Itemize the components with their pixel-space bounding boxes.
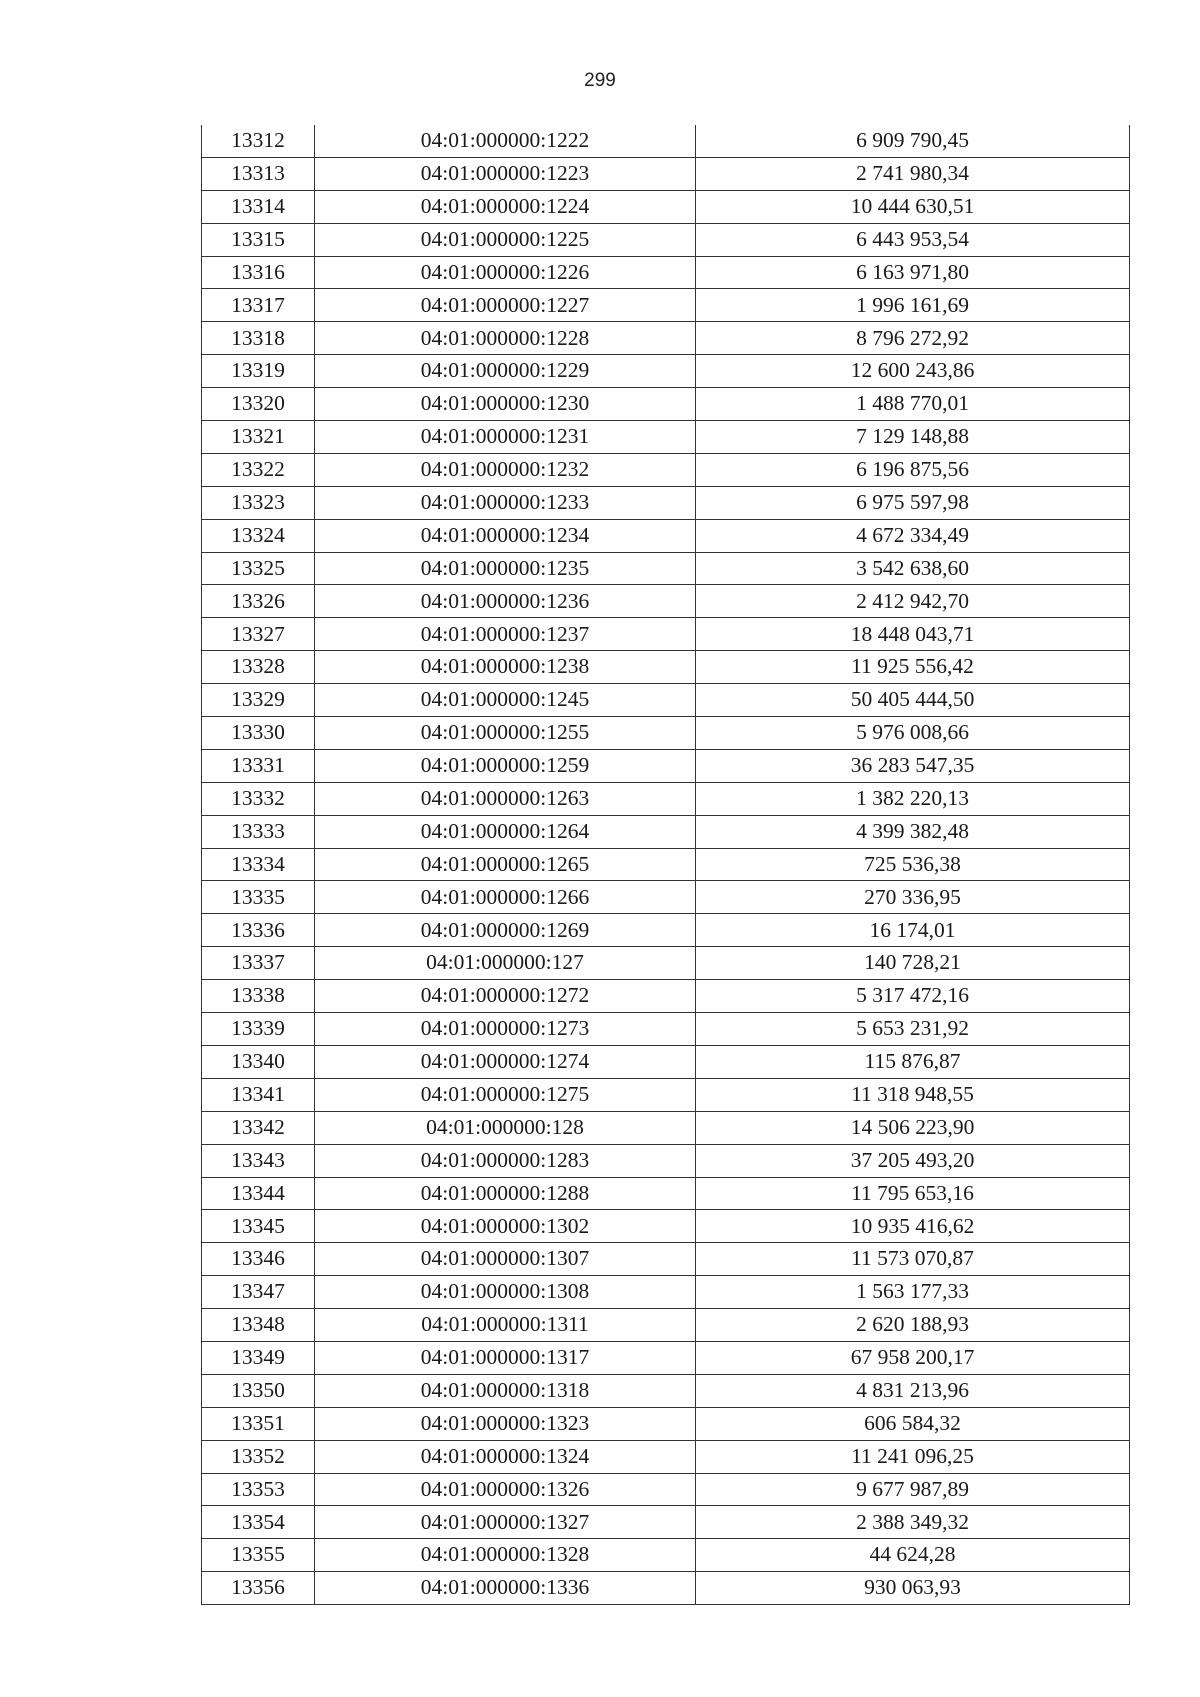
cadastral-number-cell: 04:01:000000:1275 <box>315 1078 696 1111</box>
cadastral-value-cell: 270 336,95 <box>696 881 1130 914</box>
row-number-cell: 13345 <box>202 1210 315 1243</box>
row-number-cell: 13355 <box>202 1539 315 1572</box>
row-number-cell: 13344 <box>202 1177 315 1210</box>
cadastral-value-cell: 6 163 971,80 <box>696 256 1130 289</box>
row-number-cell: 13339 <box>202 1013 315 1046</box>
table-row <box>202 1111 1130 1144</box>
table-row <box>202 881 1130 914</box>
row-number-cell: 13351 <box>202 1407 315 1440</box>
cadastral-value-cell: 10 444 630,51 <box>696 190 1130 223</box>
cadastral-value-cell: 11 573 070,87 <box>696 1243 1130 1276</box>
cadastral-value-cell: 12 600 243,86 <box>696 355 1130 388</box>
row-number-cell: 13323 <box>202 486 315 519</box>
row-number-cell: 13331 <box>202 749 315 782</box>
cadastral-number-cell: 04:01:000000:128 <box>315 1111 696 1144</box>
cadastral-value-cell: 606 584,32 <box>696 1407 1130 1440</box>
cadastral-number-cell: 04:01:000000:1237 <box>315 618 696 651</box>
cadastral-number-cell: 04:01:000000:1227 <box>315 289 696 322</box>
cadastral-value-cell: 6 975 597,98 <box>696 486 1130 519</box>
cadastral-number-cell: 04:01:000000:1223 <box>315 157 696 190</box>
cadastral-number-cell: 04:01:000000:1273 <box>315 1013 696 1046</box>
table-row <box>202 651 1130 684</box>
row-number-cell: 13314 <box>202 190 315 223</box>
cadastral-value-cell: 11 925 556,42 <box>696 651 1130 684</box>
cadastral-number-cell: 04:01:000000:1336 <box>315 1572 696 1605</box>
cadastral-number-cell: 04:01:000000:1222 <box>315 125 696 157</box>
cadastral-number-cell: 04:01:000000:1317 <box>315 1341 696 1374</box>
row-number-cell: 13319 <box>202 355 315 388</box>
cadastral-number-cell: 04:01:000000:1234 <box>315 519 696 552</box>
cadastral-number-cell: 04:01:000000:1327 <box>315 1506 696 1539</box>
table-row <box>202 190 1130 223</box>
row-number-cell: 13347 <box>202 1276 315 1309</box>
row-number-cell: 13332 <box>202 782 315 815</box>
row-number-cell: 13328 <box>202 651 315 684</box>
table-row <box>202 815 1130 848</box>
row-number-cell: 13326 <box>202 585 315 618</box>
cadastral-value-cell: 1 563 177,33 <box>696 1276 1130 1309</box>
table-row <box>202 125 1130 157</box>
row-number-cell: 13352 <box>202 1440 315 1473</box>
row-number-cell: 13316 <box>202 256 315 289</box>
cadastral-value-cell: 1 488 770,01 <box>696 388 1130 421</box>
cadastral-value-cell: 9 677 987,89 <box>696 1473 1130 1506</box>
cadastral-number-cell: 04:01:000000:1263 <box>315 782 696 815</box>
table-row <box>202 322 1130 355</box>
cadastral-number-cell: 04:01:000000:1226 <box>315 256 696 289</box>
cadastral-value-cell: 4 831 213,96 <box>696 1374 1130 1407</box>
table-row <box>202 157 1130 190</box>
table-row <box>202 749 1130 782</box>
table-row <box>202 486 1130 519</box>
table-row <box>202 1539 1130 1572</box>
table-row <box>202 1243 1130 1276</box>
cadastral-value-cell: 11 241 096,25 <box>696 1440 1130 1473</box>
table-row <box>202 947 1130 980</box>
cadastral-number-cell: 04:01:000000:1311 <box>315 1309 696 1342</box>
row-number-cell: 13337 <box>202 947 315 980</box>
table-row <box>202 717 1130 750</box>
table-row <box>202 1045 1130 1078</box>
cadastral-value-cell: 5 976 008,66 <box>696 717 1130 750</box>
row-number-cell: 13315 <box>202 223 315 256</box>
table-row <box>202 355 1130 388</box>
cadastral-number-cell: 04:01:000000:1283 <box>315 1144 696 1177</box>
row-number-cell: 13321 <box>202 421 315 454</box>
cadastral-number-cell: 04:01:000000:1323 <box>315 1407 696 1440</box>
cadastral-number-cell: 04:01:000000:1264 <box>315 815 696 848</box>
cadastral-number-cell: 04:01:000000:1288 <box>315 1177 696 1210</box>
table-row <box>202 1013 1130 1046</box>
cadastral-number-cell: 04:01:000000:1326 <box>315 1473 696 1506</box>
row-number-cell: 13353 <box>202 1473 315 1506</box>
row-number-cell: 13324 <box>202 519 315 552</box>
table-row <box>202 1374 1130 1407</box>
cadastral-number-cell: 04:01:000000:1236 <box>315 585 696 618</box>
table-row <box>202 1572 1130 1605</box>
cadastral-number-cell: 04:01:000000:1274 <box>315 1045 696 1078</box>
cadastral-number-cell: 04:01:000000:1235 <box>315 552 696 585</box>
cadastral-value-cell: 37 205 493,20 <box>696 1144 1130 1177</box>
row-number-cell: 13325 <box>202 552 315 585</box>
table-row <box>202 980 1130 1013</box>
row-number-cell: 13343 <box>202 1144 315 1177</box>
row-number-cell: 13312 <box>202 125 315 157</box>
table-row <box>202 1407 1130 1440</box>
table-row <box>202 1177 1130 1210</box>
table-row <box>202 782 1130 815</box>
row-number-cell: 13336 <box>202 914 315 947</box>
cadastral-value-cell: 140 728,21 <box>696 947 1130 980</box>
cadastral-value-cell: 67 958 200,17 <box>696 1341 1130 1374</box>
cadastral-value-cell: 18 448 043,71 <box>696 618 1130 651</box>
cadastral-value-cell: 14 506 223,90 <box>696 1111 1130 1144</box>
cadastral-number-cell: 04:01:000000:1265 <box>315 848 696 881</box>
row-number-cell: 13338 <box>202 980 315 1013</box>
cadastral-value-cell: 4 399 382,48 <box>696 815 1130 848</box>
cadastral-value-cell: 2 388 349,32 <box>696 1506 1130 1539</box>
cadastral-number-cell: 04:01:000000:1269 <box>315 914 696 947</box>
cadastral-value-cell: 5 653 231,92 <box>696 1013 1130 1046</box>
cadastral-value-cell: 1 382 220,13 <box>696 782 1130 815</box>
cadastral-number-cell: 04:01:000000:127 <box>315 947 696 980</box>
table-row <box>202 289 1130 322</box>
row-number-cell: 13320 <box>202 388 315 421</box>
row-number-cell: 13317 <box>202 289 315 322</box>
row-number-cell: 13330 <box>202 717 315 750</box>
cadastral-value-cell: 6 909 790,45 <box>696 125 1130 157</box>
cadastral-number-cell: 04:01:000000:1308 <box>315 1276 696 1309</box>
table-row <box>202 1473 1130 1506</box>
cadastral-value-cell: 11 795 653,16 <box>696 1177 1130 1210</box>
row-number-cell: 13348 <box>202 1309 315 1342</box>
cadastral-value-cell: 3 542 638,60 <box>696 552 1130 585</box>
cadastral-value-table-container <box>201 125 1129 1605</box>
cadastral-number-cell: 04:01:000000:1259 <box>315 749 696 782</box>
cadastral-number-cell: 04:01:000000:1302 <box>315 1210 696 1243</box>
row-number-cell: 13334 <box>202 848 315 881</box>
row-number-cell: 13346 <box>202 1243 315 1276</box>
cadastral-number-cell: 04:01:000000:1232 <box>315 453 696 486</box>
cadastral-number-cell: 04:01:000000:1245 <box>315 684 696 717</box>
table-row <box>202 552 1130 585</box>
cadastral-value-cell: 11 318 948,55 <box>696 1078 1130 1111</box>
cadastral-number-cell: 04:01:000000:1324 <box>315 1440 696 1473</box>
cadastral-number-cell: 04:01:000000:1233 <box>315 486 696 519</box>
cadastral-value-cell: 2 620 188,93 <box>696 1309 1130 1342</box>
cadastral-value-cell: 50 405 444,50 <box>696 684 1130 717</box>
cadastral-value-cell: 8 796 272,92 <box>696 322 1130 355</box>
table-row <box>202 519 1130 552</box>
cadastral-number-cell: 04:01:000000:1328 <box>315 1539 696 1572</box>
table-row <box>202 1210 1130 1243</box>
cadastral-number-cell: 04:01:000000:1231 <box>315 421 696 454</box>
cadastral-number-cell: 04:01:000000:1225 <box>315 223 696 256</box>
row-number-cell: 13341 <box>202 1078 315 1111</box>
cadastral-number-cell: 04:01:000000:1230 <box>315 388 696 421</box>
row-number-cell: 13329 <box>202 684 315 717</box>
cadastral-number-cell: 04:01:000000:1224 <box>315 190 696 223</box>
cadastral-value-table <box>201 125 1130 1605</box>
table-row <box>202 848 1130 881</box>
cadastral-value-cell: 930 063,93 <box>696 1572 1130 1605</box>
cadastral-value-cell: 115 876,87 <box>696 1045 1130 1078</box>
row-number-cell: 13342 <box>202 1111 315 1144</box>
cadastral-value-cell: 5 317 472,16 <box>696 980 1130 1013</box>
page-number: 299 <box>584 70 616 91</box>
row-number-cell: 13335 <box>202 881 315 914</box>
table-row <box>202 223 1130 256</box>
row-number-cell: 13350 <box>202 1374 315 1407</box>
row-number-cell: 13322 <box>202 453 315 486</box>
cadastral-value-cell: 7 129 148,88 <box>696 421 1130 454</box>
row-number-cell: 13333 <box>202 815 315 848</box>
table-row <box>202 1276 1130 1309</box>
table-row <box>202 1078 1130 1111</box>
row-number-cell: 13313 <box>202 157 315 190</box>
cadastral-number-cell: 04:01:000000:1255 <box>315 717 696 750</box>
cadastral-number-cell: 04:01:000000:1272 <box>315 980 696 1013</box>
table-body <box>202 125 1130 1605</box>
cadastral-value-cell: 10 935 416,62 <box>696 1210 1130 1243</box>
cadastral-value-cell: 6 196 875,56 <box>696 453 1130 486</box>
row-number-cell: 13340 <box>202 1045 315 1078</box>
table-row <box>202 256 1130 289</box>
cadastral-value-cell: 725 536,38 <box>696 848 1130 881</box>
cadastral-number-cell: 04:01:000000:1229 <box>315 355 696 388</box>
table-row <box>202 585 1130 618</box>
cadastral-number-cell: 04:01:000000:1266 <box>315 881 696 914</box>
table-row <box>202 1440 1130 1473</box>
row-number-cell: 13318 <box>202 322 315 355</box>
cadastral-value-cell: 1 996 161,69 <box>696 289 1130 322</box>
table-row <box>202 453 1130 486</box>
cadastral-value-cell: 44 624,28 <box>696 1539 1130 1572</box>
table-row <box>202 684 1130 717</box>
cadastral-value-cell: 36 283 547,35 <box>696 749 1130 782</box>
table-row <box>202 618 1130 651</box>
cadastral-number-cell: 04:01:000000:1307 <box>315 1243 696 1276</box>
cadastral-number-cell: 04:01:000000:1238 <box>315 651 696 684</box>
cadastral-value-cell: 2 412 942,70 <box>696 585 1130 618</box>
cadastral-value-cell: 2 741 980,34 <box>696 157 1130 190</box>
row-number-cell: 13349 <box>202 1341 315 1374</box>
table-row <box>202 1506 1130 1539</box>
table-row <box>202 1144 1130 1177</box>
table-row <box>202 1341 1130 1374</box>
cadastral-value-cell: 4 672 334,49 <box>696 519 1130 552</box>
cadastral-number-cell: 04:01:000000:1228 <box>315 322 696 355</box>
row-number-cell: 13354 <box>202 1506 315 1539</box>
table-row <box>202 914 1130 947</box>
table-row <box>202 1309 1130 1342</box>
table-row <box>202 421 1130 454</box>
cadastral-value-cell: 6 443 953,54 <box>696 223 1130 256</box>
row-number-cell: 13327 <box>202 618 315 651</box>
cadastral-number-cell: 04:01:000000:1318 <box>315 1374 696 1407</box>
row-number-cell: 13356 <box>202 1572 315 1605</box>
cadastral-value-cell: 16 174,01 <box>696 914 1130 947</box>
table-row <box>202 388 1130 421</box>
